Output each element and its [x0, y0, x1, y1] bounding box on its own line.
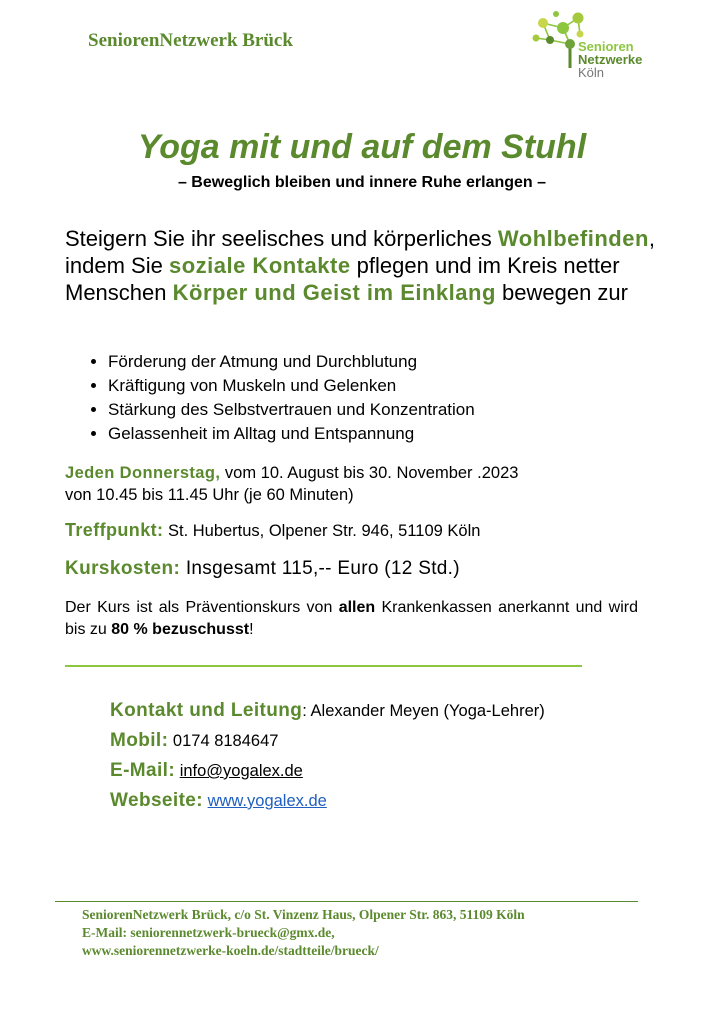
footer-address: SeniorenNetzwerk Brück, c/o St. Vinzenz Haus, Olpener Str. 863, 51109 Köln	[82, 907, 525, 922]
senioren-netzwerke-logo	[528, 8, 658, 83]
insurance-text-1: Der Kurs ist als Präventionskurs von	[65, 599, 339, 616]
insurance-paragraph	[65, 597, 638, 641]
schedule-times: von 10.45 bis 11.45 Uhr (je 60 Minuten)	[65, 486, 354, 504]
meeting-address: St. Hubertus, Olpener Str. 946, 51109 Köln	[163, 522, 481, 540]
contact-lead-value: : Alexander Meyen (Yoga-Lehrer)	[302, 702, 545, 720]
contact-lead-label: Kontakt und Leitung	[110, 700, 303, 721]
schedule-label: Jeden Donnerstag,	[65, 464, 221, 482]
section-divider	[65, 665, 582, 667]
meeting-point	[65, 520, 480, 541]
course-cost	[65, 558, 460, 580]
intro-text-1: Steigern Sie ihr seelisches und körperliches	[65, 226, 498, 251]
intro-text-4: bewegen zur	[495, 280, 628, 305]
insurance-text-2: Krankenkassen anerkannt und wird bis zu	[65, 599, 638, 638]
intro-highlight-koerper-geist: Körper und Geist im Einklang	[172, 280, 496, 305]
contact-mobile	[110, 730, 278, 752]
logo-line-senioren: Senioren	[578, 39, 634, 54]
website-link[interactable]: www.yogalex.de	[207, 792, 327, 810]
contact-email	[110, 760, 303, 782]
page-subtitle: – Beweglich bleiben und innere Ruhe erlangen –	[177, 174, 547, 191]
intro-highlight-wohlbefinden: Wohlbefinden	[497, 226, 649, 251]
meeting-label: Treffpunkt:	[65, 520, 164, 540]
benefits-list	[88, 350, 475, 446]
footer-email: E-Mail: seniorennetzwerk-brueck@gmx.de,	[82, 925, 335, 940]
mobile-label: Mobil:	[110, 730, 169, 751]
contact-website	[110, 790, 327, 812]
insurance-bold-percent: 80 % bezuschusst	[111, 621, 250, 638]
organization-name: SeniorenNetzwerk Brück	[88, 30, 293, 51]
footer-divider	[55, 901, 638, 902]
email-link[interactable]: info@yogalex.de	[179, 762, 303, 780]
schedule-paragraph	[65, 462, 665, 506]
list-item: • Kräftigung von Muskeln und Gelenken	[108, 374, 475, 398]
logo-line-koeln: Köln	[578, 65, 605, 80]
intro-highlight-soziale-kontakte: soziale Kontakte	[168, 253, 351, 278]
intro-text-3: pflegen und im Kreis netter Menschen	[65, 253, 620, 305]
insurance-text-3: !	[249, 621, 254, 638]
insurance-bold-allen: allen	[338, 599, 376, 616]
page-title: Yoga mit und auf dem Stuhl	[137, 128, 587, 166]
website-label: Webseite:	[110, 790, 203, 811]
mobile-value: 0174 8184647	[168, 732, 279, 750]
list-item: • Gelassenheit im Alltag und Entspannung	[108, 422, 475, 446]
footer	[82, 906, 525, 960]
cost-label: Kurskosten:	[65, 558, 181, 579]
logo-line-netzwerke: Netzwerke	[578, 52, 643, 67]
email-label: E-Mail:	[110, 760, 176, 781]
list-item: • Förderung der Atmung und Durchblutung	[108, 350, 475, 374]
footer-website: www.seniorennetzwerke-koeln.de/stadtteile/brueck/	[82, 943, 379, 958]
intro-text-2: , indem Sie	[65, 226, 656, 278]
list-item: • Stärkung des Selbstvertrauen und Konzentration	[108, 398, 475, 422]
intro-paragraph	[65, 225, 665, 306]
contact-lead	[110, 700, 545, 722]
schedule-dates: vom 10. August bis 30. November .2023	[220, 464, 519, 482]
cost-value: Insgesamt 115,-- Euro (12 Std.)	[180, 558, 460, 579]
